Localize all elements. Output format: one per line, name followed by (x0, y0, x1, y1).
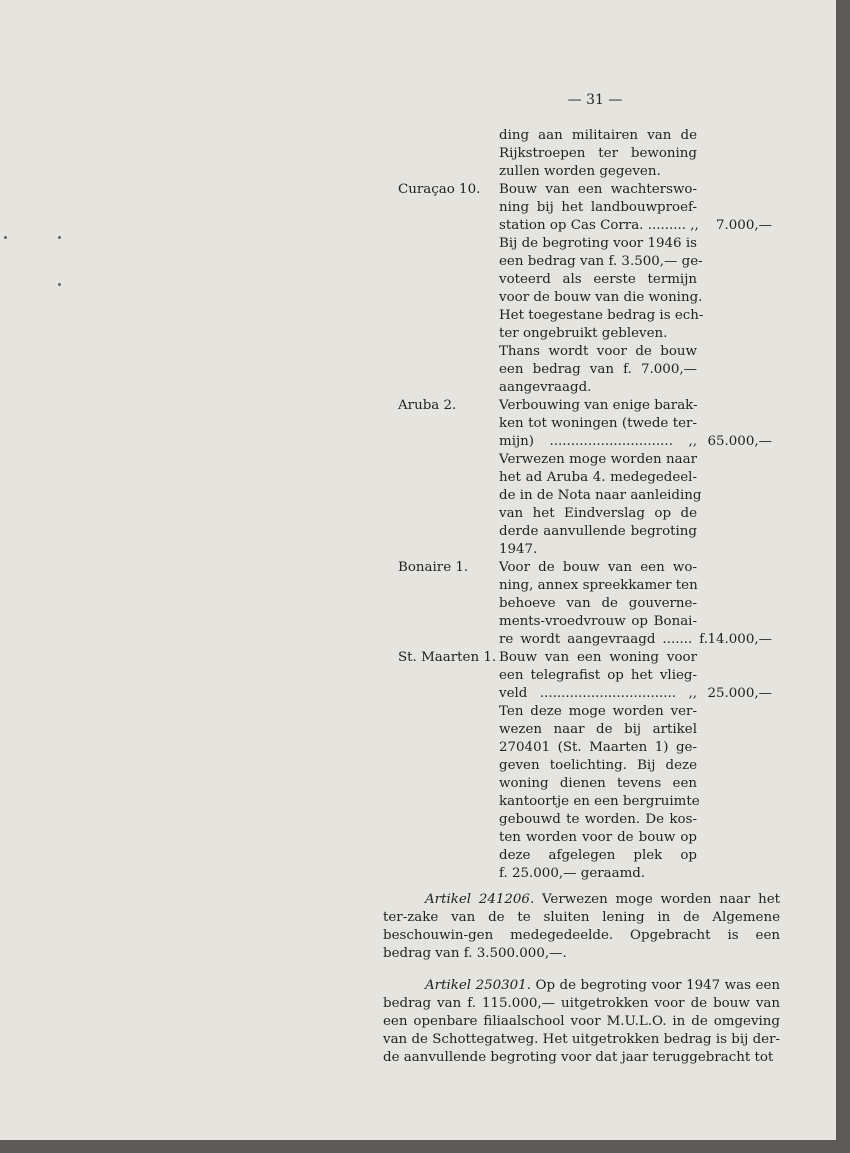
entry-label: Aruba 2. (398, 398, 457, 413)
margin-speck (58, 283, 61, 286)
entry-line: ments-vroedvrouw op Bonai- (499, 614, 697, 629)
entry-line: woning dienen tevens een (499, 776, 697, 791)
entry-line: veld ................................ ,, (499, 686, 697, 701)
entry-amount: 25.000,— (707, 686, 772, 701)
entry-line: Verbouwing van enige barak- (499, 398, 698, 413)
article-text: Op de begroting voor 1947 was een bedrag van f. 115.000,— uitgetrokken voor de bouw van een openbare filiaalschool voor M.U.L.O. in de omgeving van de Schottegatweg. Het uitgetrokken bedrag is bij der-de aanvullende begroting voor dat jaar teruggebracht tot (383, 978, 780, 1065)
entry-line: ding aan militairen van de (499, 128, 697, 143)
entry-line: Bij de begroting voor 1946 is (499, 236, 697, 251)
entry-line: een bedrag van f. 7.000,— (499, 362, 697, 377)
margin-speck (4, 236, 7, 239)
article-paragraph (383, 977, 780, 1067)
entry-label: St. Maarten 1. (398, 650, 497, 665)
entry-line: ken tot woningen (twede ter- (499, 416, 697, 431)
entry-line: 270401 (St. Maarten 1) ge- (499, 740, 697, 755)
entry-line: Ten deze moge worden ver- (499, 704, 697, 719)
entry-line: Het toegestane bedrag is ech- (499, 308, 704, 323)
entry-line: ning, annex spreekkamer ten (499, 578, 698, 593)
article-reference: Artikel 250301. (425, 978, 531, 993)
entry-amount: 7.000,— (716, 218, 772, 233)
entry-line: wezen naar de bij artikel (499, 722, 697, 737)
entry-line: Verwezen moge worden naar (499, 452, 697, 467)
entry-line: zullen worden gegeven. (499, 164, 661, 179)
entry-line: het ad Aruba 4. medegedeel- (499, 470, 697, 485)
entry-line: gebouwd te worden. De kos- (499, 812, 697, 827)
entry-line: Rijkstroepen ter bewoning (499, 146, 697, 161)
entry-line: Voor de bouw van een wo- (499, 560, 697, 575)
entry-line: Bouw van een wachterswo- (499, 182, 697, 197)
entry-line: een bedrag van f. 3.500,— ge- (499, 254, 703, 269)
entry-line: derde aanvullende begroting (499, 524, 697, 539)
entry-line: geven toelichting. Bij deze (499, 758, 697, 773)
entry-line: Thans wordt voor de bouw (499, 344, 697, 359)
entry-line: mijn) ............................. ,, (499, 434, 697, 449)
entry-line: voor de bouw van die woning. (499, 290, 703, 305)
entry-line: Bouw van een woning voor (499, 650, 697, 665)
entry-line: re wordt aangevraagd ....... f. (499, 632, 708, 647)
entry-line: ning bij het landbouwproef- (499, 200, 697, 215)
entry-line: aangevraagd. (499, 380, 592, 395)
article-text: Verwezen moge worden naar het ter-zake van de te sluiten lening in de Algemene beschouwin-gen medegedeelde. Opgebracht is een bedrag van f. 3.500.000,—. (383, 892, 781, 961)
entry-label: Bonaire 1. (398, 560, 469, 575)
entry-line: ter ongebruikt gebleven. (499, 326, 668, 341)
article-paragraph (383, 891, 780, 963)
entry-line: deze afgelegen plek op (499, 848, 697, 863)
entry-amount: 14.000,— (707, 632, 772, 647)
entry-line: station op Cas Corra. ......... ,, (499, 218, 699, 233)
entry-line: voteerd als eerste termijn (499, 272, 697, 287)
entry-amount: 65.000,— (707, 434, 772, 449)
article-reference: Artikel 241206. (425, 892, 535, 907)
entry-line: een telegrafist op het vlieg- (499, 668, 697, 683)
entry-label: Curaçao 10. (398, 182, 481, 197)
entry-line: ten worden voor de bouw op (499, 830, 697, 845)
page-number: — 31 — (567, 92, 623, 108)
entry-line: behoeve van de gouverne- (499, 596, 697, 611)
entry-line: kantoortje en een bergruimte (499, 794, 700, 809)
margin-speck (58, 236, 61, 239)
entry-line: f. 25.000,— geraamd. (499, 866, 646, 881)
entry-line: 1947. (499, 542, 538, 557)
entry-line: de in de Nota naar aanleiding (499, 488, 702, 503)
entry-line: van het Eindverslag op de (499, 506, 697, 521)
